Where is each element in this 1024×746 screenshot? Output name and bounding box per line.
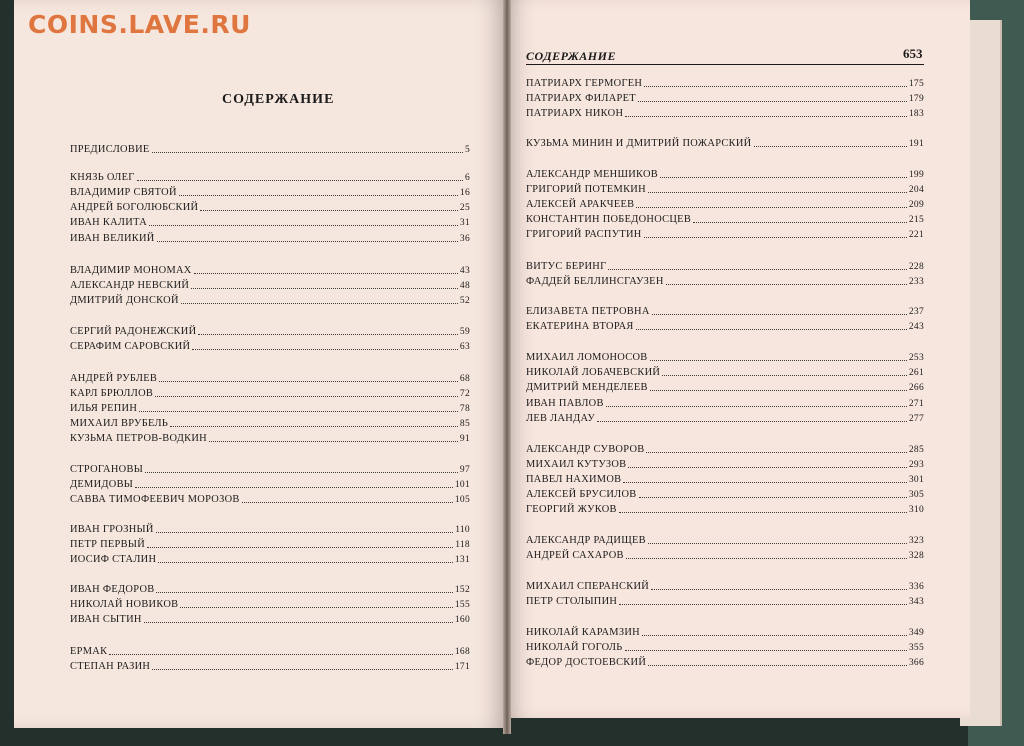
toc-entry-title: АЛЕКСАНДР РАДИЩЕВ <box>526 535 646 546</box>
toc-entry <box>526 212 924 227</box>
dot-leader <box>623 482 906 483</box>
toc-entry <box>70 170 470 185</box>
dot-leader <box>644 237 907 238</box>
toc-entry-page: 253 <box>908 353 924 363</box>
toc-entry-page: 118 <box>455 540 470 550</box>
toc-entry-page: 152 <box>454 585 470 595</box>
toc-entry-title: ВИТУС БЕРИНГ <box>526 261 607 272</box>
dot-leader <box>194 273 458 274</box>
site-watermark: COINS.LAVE.RU <box>28 10 251 39</box>
toc-entry-page: 183 <box>908 109 924 119</box>
toc-entry-page: 36 <box>459 234 470 244</box>
toc-entry-title: ИВАН ПАВЛОВ <box>526 398 604 409</box>
toc-entry-title: НИКОЛАЙ КАРАМЗИН <box>526 627 640 638</box>
toc-entry-title: КНЯЗЬ ОЛЕГ <box>70 172 135 183</box>
dot-leader <box>156 532 454 533</box>
dot-leader <box>650 360 907 361</box>
toc-entry-page: 285 <box>908 445 924 455</box>
toc-entry-page: 243 <box>908 322 924 332</box>
toc-entry-page: 366 <box>908 658 924 668</box>
dot-leader <box>181 303 458 304</box>
toc-entry-page: 271 <box>908 399 924 409</box>
dot-leader <box>152 152 463 153</box>
dot-leader <box>155 396 458 397</box>
toc-entry-page: 105 <box>454 495 470 505</box>
toc-entry-page: 155 <box>454 600 470 610</box>
dot-leader <box>666 284 907 285</box>
toc-entry <box>526 579 924 594</box>
toc-entry-title: ИВАН СЫТИН <box>70 614 142 625</box>
dot-leader <box>638 101 907 102</box>
toc-entry-title: ФЕДОР ДОСТОЕВСКИЙ <box>526 657 647 668</box>
toc-entry-title: ИОСИФ СТАЛИН <box>70 554 157 565</box>
dot-leader <box>642 635 907 636</box>
dot-leader <box>648 192 907 193</box>
toc-entry <box>70 537 470 552</box>
toc-entry-page: 328 <box>908 551 924 561</box>
toc-entry-page: 6 <box>464 173 470 183</box>
toc-entry <box>526 380 924 395</box>
toc-entry-title: ИЛЬЯ РЕПИН <box>70 403 138 414</box>
toc-entry-title: ДЕМИДОВЫ <box>70 479 134 490</box>
toc-entry <box>526 182 924 197</box>
toc-entry-page: 323 <box>908 536 924 546</box>
toc-entry-page: 59 <box>459 327 470 337</box>
toc-entry-title: ЕКАТЕРИНА ВТОРАЯ <box>526 321 634 332</box>
toc-entry-page: 293 <box>908 460 924 470</box>
dot-leader <box>179 195 458 196</box>
toc-entry-title: ПАВЕЛ НАХИМОВ <box>526 474 622 485</box>
toc-entry-title: АЛЕКСАНДР МЕНШИКОВ <box>526 169 659 180</box>
toc-entry <box>70 339 470 354</box>
toc-entry <box>70 293 470 308</box>
toc-entry <box>526 396 924 411</box>
toc-entry-title: ИВАН ВЕЛИКИЙ <box>70 233 155 244</box>
toc-entry <box>70 200 470 215</box>
toc-entry <box>526 457 924 472</box>
toc-entry-title: СТЕПАН РАЗИН <box>70 661 151 672</box>
toc-entry-page: 168 <box>454 647 470 657</box>
toc-entry-page: 78 <box>459 404 470 414</box>
toc-entry-page: 43 <box>459 266 470 276</box>
toc-entry <box>70 416 470 431</box>
dot-leader <box>200 210 458 211</box>
toc-entry-page: 175 <box>908 79 924 89</box>
toc-entry-page: 25 <box>459 203 470 213</box>
dot-leader <box>608 269 906 270</box>
toc-entry-title: АЛЕКСЕЙ АРАКЧЕЕВ <box>526 199 635 210</box>
dot-leader <box>109 654 453 655</box>
toc-entry-page: 204 <box>908 185 924 195</box>
toc-entry <box>526 350 924 365</box>
toc-entry <box>70 263 470 278</box>
dot-leader <box>149 225 458 226</box>
dot-leader <box>147 547 453 548</box>
dot-leader <box>209 441 458 442</box>
toc-entry <box>526 227 924 242</box>
toc-entry <box>70 185 470 200</box>
dot-leader <box>144 622 453 623</box>
dot-leader <box>636 329 907 330</box>
toc-entry <box>526 548 924 563</box>
toc-entry <box>70 552 470 567</box>
toc-entry <box>526 91 924 106</box>
toc-entry <box>526 197 924 212</box>
toc-entry-title: АНДРЕЙ САХАРОВ <box>526 550 624 561</box>
toc-entry <box>70 612 470 627</box>
toc-entry <box>526 106 924 121</box>
toc-entry-title: САВВА ТИМОФЕЕВИЧ МОРОЗОВ <box>70 494 240 505</box>
toc-entry-page: 336 <box>908 582 924 592</box>
toc-entry-page: 301 <box>908 475 924 485</box>
toc-entry-page: 215 <box>908 215 924 225</box>
toc-entry-title: ЕЛИЗАВЕТА ПЕТРОВНА <box>526 306 650 317</box>
toc-entry-page: 266 <box>908 383 924 393</box>
toc-entry <box>70 659 470 674</box>
toc-entry <box>526 76 924 91</box>
toc-entry-title: ЛЕВ ЛАНДАУ <box>526 413 596 424</box>
toc-entry-title: ГРИГОРИЙ РАСПУТИН <box>526 229 642 240</box>
toc-entry-title: МИХАИЛ СПЕРАНСКИЙ <box>526 581 650 592</box>
toc-entry <box>70 477 470 492</box>
toc-entry-title: ФАДДЕЙ БЕЛЛИНСГАУЗЕН <box>526 276 664 287</box>
toc-entry-title: ДМИТРИЙ МЕНДЕЛЕЕВ <box>526 382 648 393</box>
toc-entry-page: 355 <box>908 643 924 653</box>
toc-entry-page: 68 <box>459 374 470 384</box>
toc-entry <box>70 142 470 157</box>
toc-entry-title: ИВАН КАЛИТА <box>70 217 148 228</box>
toc-entry-page: 110 <box>455 525 470 535</box>
dot-leader <box>626 558 907 559</box>
toc-entry <box>70 582 470 597</box>
toc-entry-page: 91 <box>459 434 470 444</box>
toc-entry <box>70 231 470 246</box>
toc-entry-title: АЛЕКСАНДР СУВОРОВ <box>526 444 645 455</box>
toc-entry <box>526 167 924 182</box>
dot-leader <box>754 146 907 147</box>
toc-entry-title: СЕРГИЙ РАДОНЕЖСКИЙ <box>70 326 197 337</box>
toc-entry <box>70 462 470 477</box>
toc-entry-page: 228 <box>908 262 924 272</box>
toc-entry <box>70 386 470 401</box>
dot-leader <box>198 334 458 335</box>
dot-leader <box>597 421 907 422</box>
dot-leader <box>137 180 463 181</box>
dot-leader <box>648 665 907 666</box>
dot-leader <box>170 426 458 427</box>
dot-leader <box>625 650 907 651</box>
running-head: СОДЕРЖАНИЕ <box>526 49 616 63</box>
dot-leader <box>652 314 907 315</box>
toc-entry-page: 221 <box>908 230 924 240</box>
dot-leader <box>191 288 458 289</box>
toc-entry-page: 131 <box>454 555 470 565</box>
dot-leader <box>651 589 907 590</box>
toc-entry-title: СТРОГАНОВЫ <box>70 464 144 475</box>
dot-leader <box>192 349 458 350</box>
dot-leader <box>156 592 452 593</box>
toc-entry <box>526 533 924 548</box>
toc-entry-page: 305 <box>908 490 924 500</box>
toc-entry-title: АЛЕКСАНДР НЕВСКИЙ <box>70 280 190 291</box>
dot-leader <box>157 241 458 242</box>
toc-entry-title: ГЕОРГИЙ ЖУКОВ <box>526 504 617 515</box>
toc-entry-page: 16 <box>459 188 470 198</box>
dot-leader <box>619 604 907 605</box>
toc-entry-page: 277 <box>908 414 924 424</box>
toc-entry <box>526 487 924 502</box>
toc-entry-page: 191 <box>908 139 924 149</box>
toc-entry <box>526 319 924 334</box>
toc-entry-title: ДМИТРИЙ ДОНСКОЙ <box>70 295 179 306</box>
toc-entry <box>70 401 470 416</box>
toc-entry-page: 233 <box>908 277 924 287</box>
toc-entry-page: 237 <box>908 307 924 317</box>
toc-entry-page: 171 <box>454 662 470 672</box>
toc-entry <box>526 304 924 319</box>
toc-entry-title: ПАТРИАРХ НИКОН <box>526 108 624 119</box>
dot-leader <box>625 116 907 117</box>
toc-entry-title: ИВАН ФЕДОРОВ <box>70 584 155 595</box>
dot-leader <box>619 512 907 513</box>
running-head-rule <box>526 64 924 65</box>
toc-entry-title: НИКОЛАЙ ГОГОЛЬ <box>526 642 623 653</box>
toc-entry-title: ИВАН ГРОЗНЫЙ <box>70 524 154 535</box>
toc-entry-title: ПАТРИАРХ ГЕРМОГЕН <box>526 78 643 89</box>
toc-entry <box>526 411 924 426</box>
toc-entry-page: 63 <box>459 342 470 352</box>
toc-entry-page: 48 <box>459 281 470 291</box>
toc-entry <box>526 625 924 640</box>
toc-entry-page: 310 <box>908 505 924 515</box>
toc-entry-title: АНДРЕЙ РУБЛЕВ <box>70 373 158 384</box>
toc-entry-title: НИКОЛАЙ ЛОБАЧЕВСКИЙ <box>526 367 661 378</box>
toc-entry-page: 199 <box>908 170 924 180</box>
toc-entry-title: КУЗЬМА ПЕТРОВ-ВОДКИН <box>70 433 207 444</box>
book-gutter <box>503 0 511 734</box>
toc-entry <box>526 442 924 457</box>
toc-entry-page: 261 <box>908 368 924 378</box>
page-number: 653 <box>903 46 923 61</box>
toc-entry-title: ПЕТР ПЕРВЫЙ <box>70 539 145 550</box>
toc-entry <box>70 597 470 612</box>
dot-leader <box>644 86 907 87</box>
dot-leader <box>693 222 907 223</box>
dot-leader <box>662 375 907 376</box>
toc-entry <box>70 215 470 230</box>
toc-entry <box>526 136 924 151</box>
toc-entry-page: 209 <box>908 200 924 210</box>
toc-entry-title: МИХАИЛ КУТУЗОВ <box>526 459 627 470</box>
dot-leader <box>660 177 907 178</box>
toc-entry <box>526 365 924 380</box>
toc-entry <box>526 655 924 670</box>
dot-leader <box>636 207 906 208</box>
toc-entry-page: 5 <box>464 145 470 155</box>
toc-entry <box>526 594 924 609</box>
toc-entry <box>526 259 924 274</box>
toc-entry-title: АЛЕКСЕЙ БРУСИЛОВ <box>526 489 637 500</box>
dot-leader <box>606 406 907 407</box>
toc-entry-title: ЕРМАК <box>70 646 108 657</box>
dot-leader <box>646 452 906 453</box>
toc-entry-page: 85 <box>459 419 470 429</box>
toc-entry-page: 31 <box>459 218 470 228</box>
toc-entry <box>70 522 470 537</box>
toc-entry-title: ВЛАДИМИР МОНОМАХ <box>70 265 192 276</box>
toc-entry-title: АНДРЕЙ БОГОЛЮБСКИЙ <box>70 202 199 213</box>
toc-entry-title: КАРЛ БРЮЛЛОВ <box>70 388 154 399</box>
toc-entry-title: ПРЕДИСЛОВИЕ <box>70 144 150 155</box>
toc-entry-title: ГРИГОРИЙ ПОТЕМКИН <box>526 184 646 195</box>
toc-entry-title: ВЛАДИМИР СВЯТОЙ <box>70 187 177 198</box>
dot-leader <box>158 562 453 563</box>
dot-leader <box>139 411 458 412</box>
toc-entry-title: СЕРАФИМ САРОВСКИЙ <box>70 341 191 352</box>
toc-entry <box>526 274 924 289</box>
toc-entry-page: 97 <box>459 465 470 475</box>
toc-entry <box>70 278 470 293</box>
toc-entry <box>526 640 924 655</box>
toc-entry <box>70 644 470 659</box>
toc-entry-page: 349 <box>908 628 924 638</box>
dot-leader <box>145 472 458 473</box>
toc-entry <box>526 502 924 517</box>
toc-entry-title: НИКОЛАЙ НОВИКОВ <box>70 599 179 610</box>
dot-leader <box>152 669 453 670</box>
dot-leader <box>639 497 907 498</box>
dot-leader <box>159 381 458 382</box>
toc-entry-page: 343 <box>908 597 924 607</box>
dot-leader <box>648 543 907 544</box>
toc-entry-title: ПАТРИАРХ ФИЛАРЕТ <box>526 93 636 104</box>
toc-entry-title: ПЕТР СТОЛЫПИН <box>526 596 618 607</box>
dot-leader <box>180 607 452 608</box>
toc-entry <box>526 472 924 487</box>
toc-entry-page: 72 <box>459 389 470 399</box>
toc-entry <box>70 431 470 446</box>
toc-entry <box>70 371 470 386</box>
toc-entry-page: 179 <box>908 94 924 104</box>
toc-entry-title: МИХАИЛ ЛОМОНОСОВ <box>526 352 648 363</box>
dot-leader <box>628 467 906 468</box>
toc-entry <box>70 324 470 339</box>
dot-leader <box>135 487 453 488</box>
toc-entry <box>70 492 470 507</box>
toc-heading: СОДЕРЖАНИЕ <box>222 92 335 107</box>
toc-entry-page: 52 <box>459 296 470 306</box>
toc-entry-page: 160 <box>454 615 470 625</box>
toc-entry-title: МИХАИЛ ВРУБЕЛЬ <box>70 418 169 429</box>
dot-leader <box>242 502 453 503</box>
toc-entry-title: КОНСТАНТИН ПОБЕДОНОСЦЕВ <box>526 214 692 225</box>
toc-entry-title: КУЗЬМА МИНИН И ДМИТРИЙ ПОЖАРСКИЙ <box>526 138 752 149</box>
toc-entry-page: 101 <box>454 480 470 490</box>
dot-leader <box>650 390 907 391</box>
